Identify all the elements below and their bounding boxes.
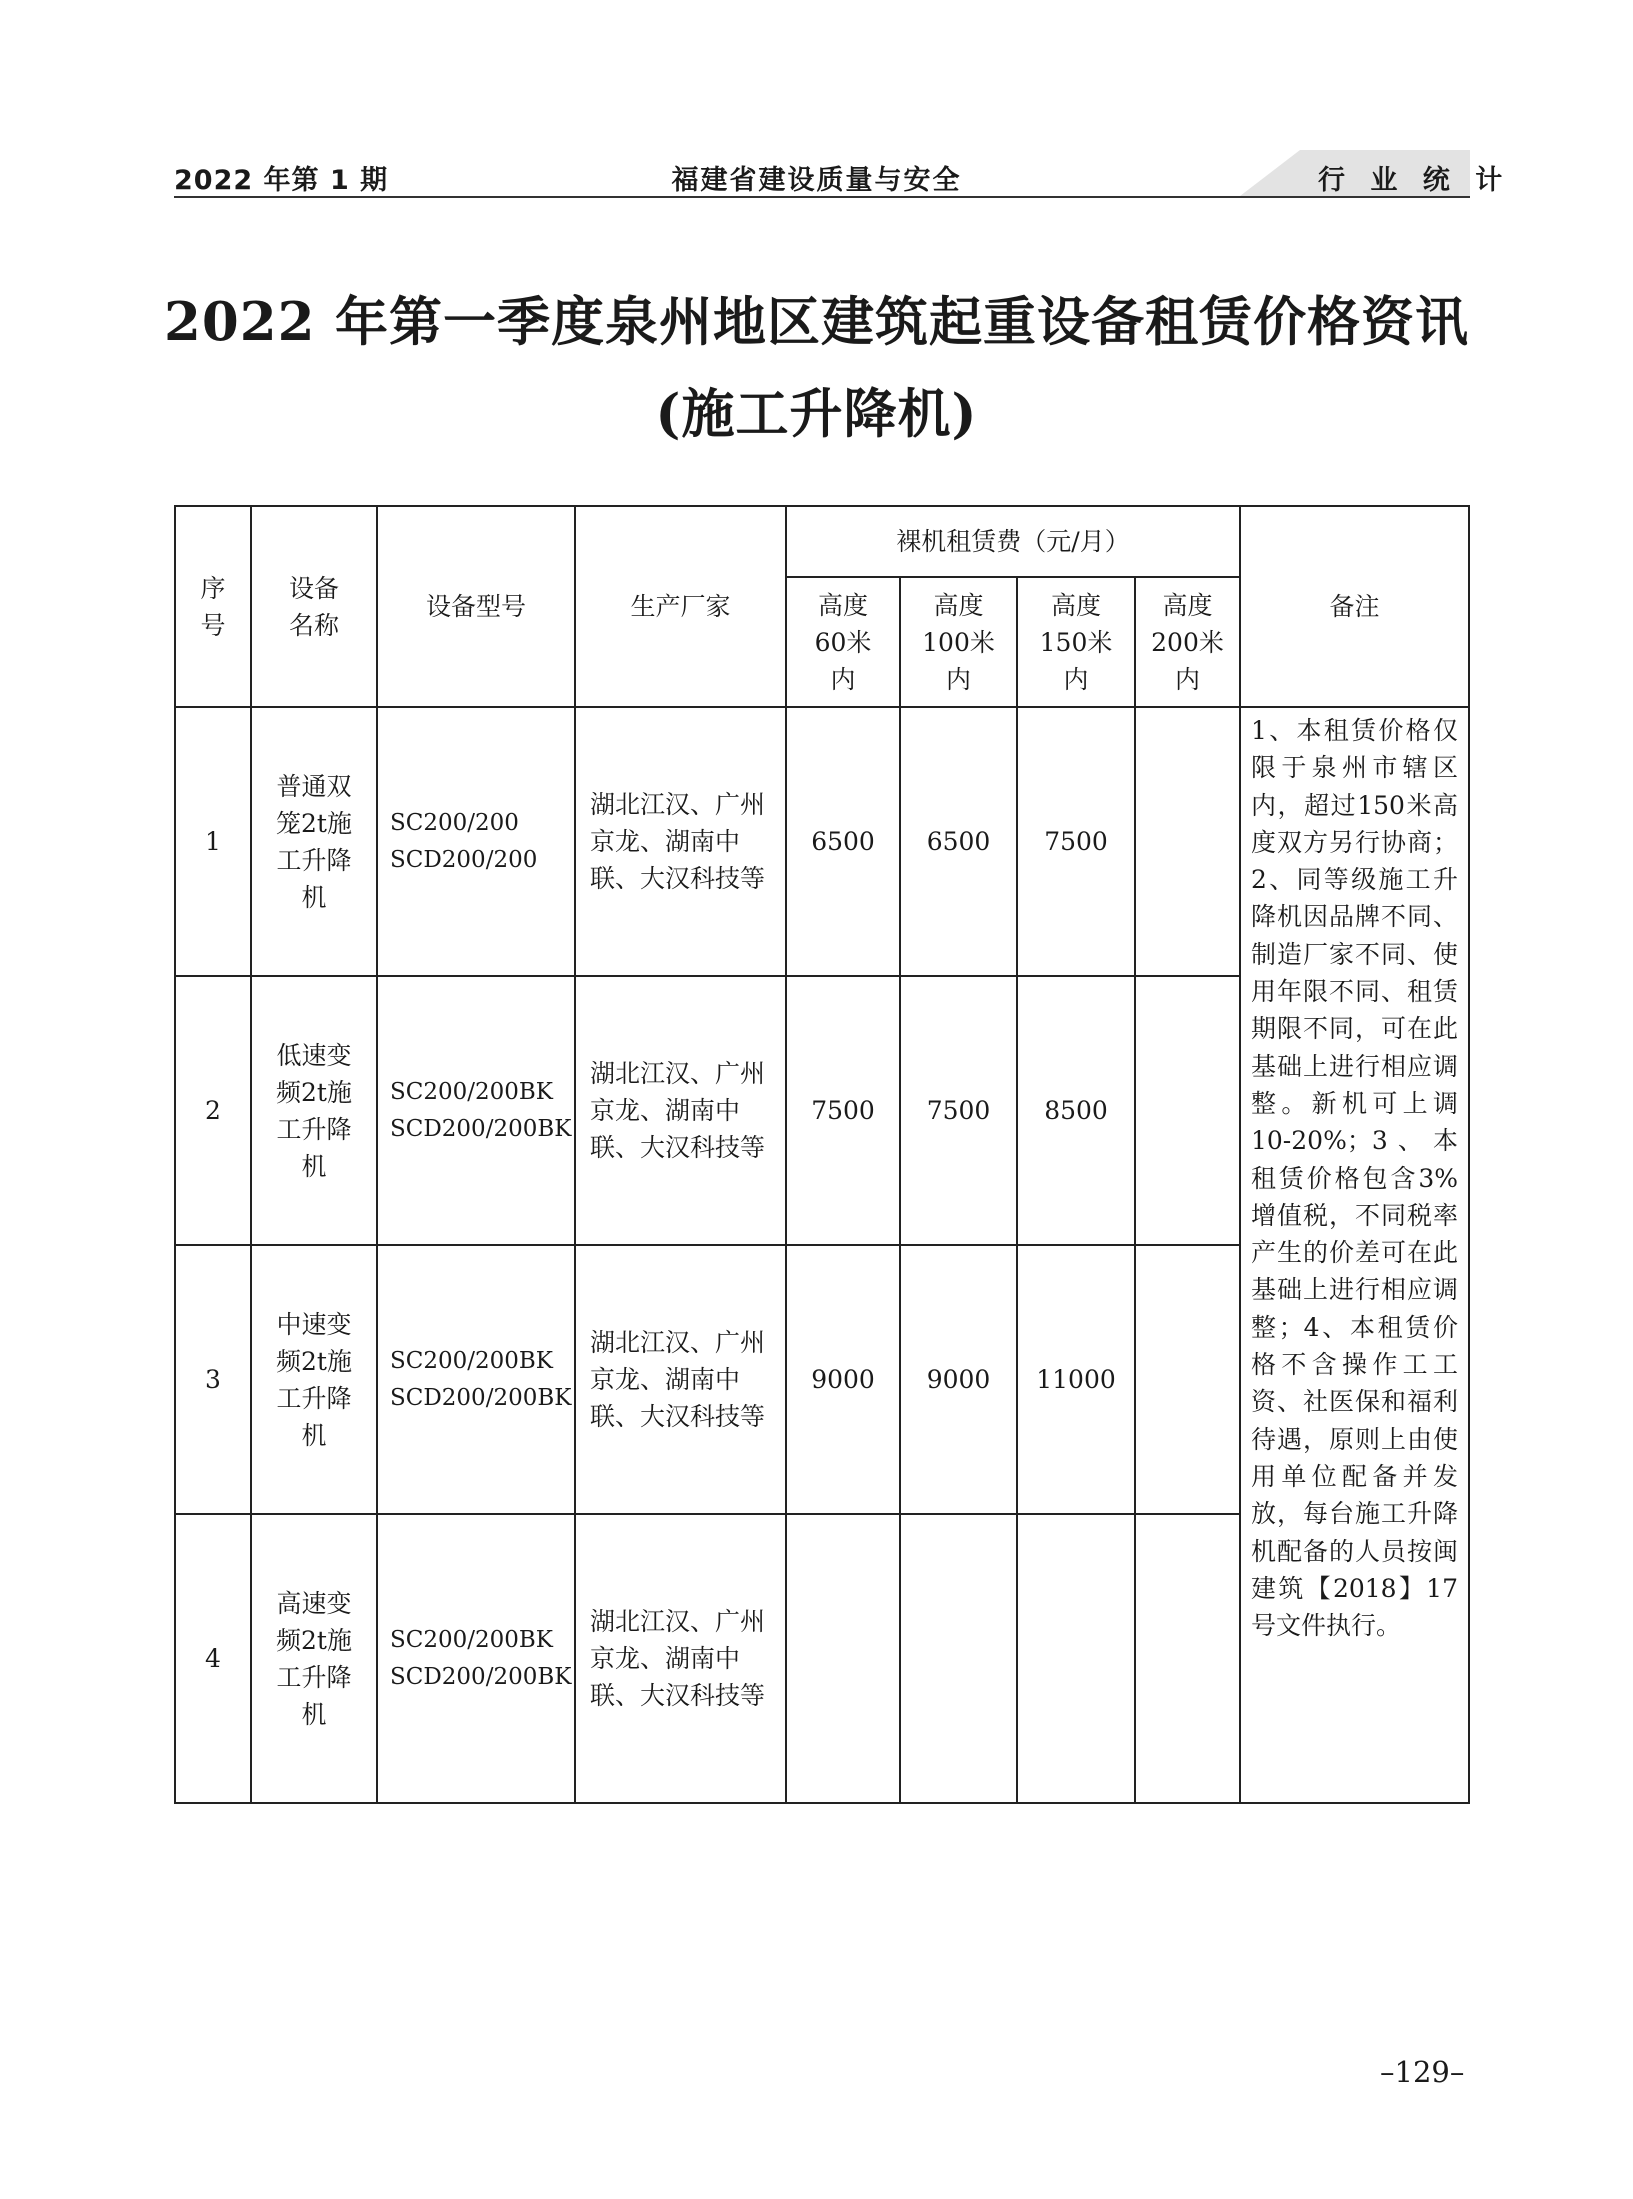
header-h200: 高度200米内 — [1135, 577, 1240, 707]
cell-h60: 9000 — [786, 1245, 900, 1514]
cell-h60 — [786, 1514, 900, 1803]
table-row — [175, 707, 1469, 976]
cell-model: SC200/200BK SCD200/200BK — [377, 1245, 575, 1514]
section-label: 行 业 统 计 — [1318, 165, 1511, 196]
header-h60: 高度60米内 — [786, 577, 900, 707]
cell-h150: 7500 — [1017, 707, 1135, 976]
cell-h200 — [1135, 1514, 1240, 1803]
cell-model: SC200/200BK SCD200/200BK — [377, 976, 575, 1245]
journal-title: 福建省建设质量与安全 — [671, 165, 962, 196]
issue-label: 2022 年第 1 期 — [174, 165, 389, 196]
cell-h100 — [900, 1514, 1017, 1803]
cell-maker: 湖北江汉、广州京龙、湖南中联、大汉科技等 — [575, 1514, 786, 1803]
cell-h200 — [1135, 707, 1240, 976]
cell-model: SC200/200 SCD200/200 — [377, 707, 575, 976]
cell-seq: 1 — [175, 707, 251, 976]
cell-maker: 湖北江汉、广州京龙、湖南中联、大汉科技等 — [575, 707, 786, 976]
header-maker: 生产厂家 — [575, 506, 786, 707]
cell-maker: 湖北江汉、广州京龙、湖南中联、大汉科技等 — [575, 1245, 786, 1514]
page-number: –129– — [1380, 2055, 1465, 2089]
header-model: 设备型号 — [377, 506, 575, 707]
cell-name: 普通双笼2t施工升降机 — [251, 707, 377, 976]
cell-h150: 8500 — [1017, 976, 1135, 1245]
cell-name: 高速变频2t施工升降机 — [251, 1514, 377, 1803]
cell-model: SC200/200BK SCD200/200BK — [377, 1514, 575, 1803]
cell-seq: 2 — [175, 976, 251, 1245]
header-seq: 序号 — [175, 506, 251, 707]
header-h100: 高度100米内 — [900, 577, 1017, 707]
cell-h60: 6500 — [786, 707, 900, 976]
page-title: 2022 年第一季度泉州地区建筑起重设备租赁价格资讯 — [164, 291, 1469, 353]
cell-seq: 4 — [175, 1514, 251, 1803]
header-h150: 高度150米内 — [1017, 577, 1135, 707]
cell-h100: 7500 — [900, 976, 1017, 1245]
cell-h60: 7500 — [786, 976, 900, 1245]
cell-h150 — [1017, 1514, 1135, 1803]
cell-maker: 湖北江汉、广州京龙、湖南中联、大汉科技等 — [575, 976, 786, 1245]
remark-cell: 1、本租赁价格仅限于泉州市辖区内，超过150米高度双方另行协商；2、同等级施工升降机因品牌不同、制造厂家不同、使用年限不同、租赁期限不同，可在此基础上进行相应调整。新机可上调10-20%；3、本租赁价格包含3%增值税，不同税率产生的价差可在此基础上进行相应调整；4、本租赁价格不含操作工工资、社医保和福利待遇，原则上由使用单位配备并发放，每台施工升降机配备的人员按闽建筑【2018】17号文件执行。 — [1240, 707, 1469, 1803]
header-remark: 备注 — [1240, 506, 1469, 707]
cell-seq: 3 — [175, 1245, 251, 1514]
cell-name: 低速变频2t施工升降机 — [251, 976, 377, 1245]
header-name: 设备名称 — [251, 506, 377, 707]
header-rule — [174, 196, 1470, 198]
cell-h100: 6500 — [900, 707, 1017, 976]
header-fee-group: 裸机租赁费（元/月） — [786, 506, 1240, 577]
cell-h200 — [1135, 1245, 1240, 1514]
rental-price-table — [174, 505, 1470, 1804]
cell-h100: 9000 — [900, 1245, 1017, 1514]
cell-h150: 11000 — [1017, 1245, 1135, 1514]
cell-name: 中速变频2t施工升降机 — [251, 1245, 377, 1514]
cell-h200 — [1135, 976, 1240, 1245]
page-subtitle: (施工升降机) — [655, 383, 978, 445]
